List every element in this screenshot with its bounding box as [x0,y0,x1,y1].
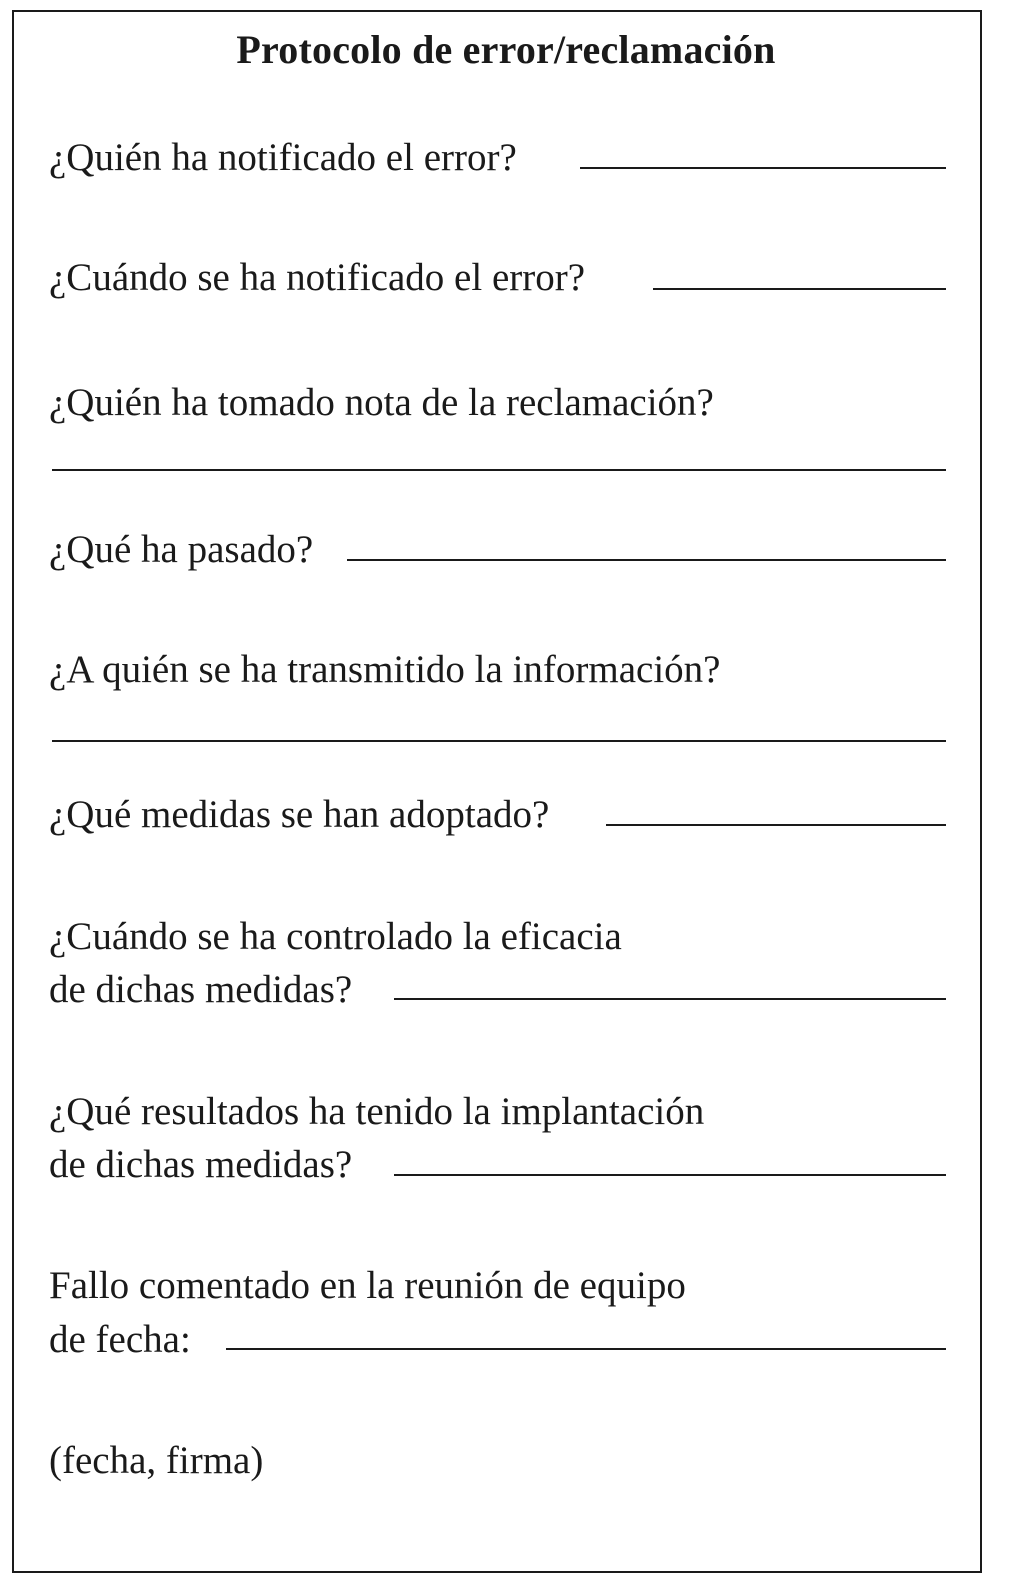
question-team-meeting-line1: Fallo comentado en la reunión de equipo [49,1264,686,1307]
question-measures-adopted: ¿Qué medidas se han adoptado? [49,793,550,836]
answer-line-implementation-results[interactable] [394,1174,946,1176]
answer-line-team-meeting-date[interactable] [226,1348,946,1350]
question-what-happened: ¿Qué ha pasado? [49,528,314,571]
answer-line-measures-adopted[interactable] [606,824,946,826]
answer-line-who-noted-complaint[interactable] [52,469,946,471]
question-implementation-results-line1: ¿Qué resultados ha tenido la implantación [49,1090,705,1133]
answer-line-who-reported[interactable] [580,167,946,169]
date-signature-note: (fecha, firma) [49,1439,264,1482]
question-when-reported: ¿Cuándo se ha notificado el error? [49,256,586,299]
question-implementation-results-line2: de dichas medidas? [49,1143,353,1186]
question-info-transmitted-to: ¿A quién se ha transmitido la información? [49,648,721,691]
answer-line-what-happened[interactable] [347,559,946,561]
question-efficacy-checked-line2: de dichas medidas? [49,968,353,1011]
answer-line-efficacy-checked[interactable] [394,998,946,1000]
answer-line-when-reported[interactable] [653,288,946,290]
form-title: Protocolo de error/reclamación [236,27,776,72]
question-who-reported: ¿Quién ha notificado el error? [49,136,517,179]
answer-line-info-transmitted-to[interactable] [52,740,946,742]
question-efficacy-checked-line1: ¿Cuándo se ha controlado la eficacia [49,915,622,958]
question-team-meeting-line2: de fecha: [49,1318,191,1361]
question-who-noted-complaint: ¿Quién ha tomado nota de la reclamación? [49,381,714,424]
